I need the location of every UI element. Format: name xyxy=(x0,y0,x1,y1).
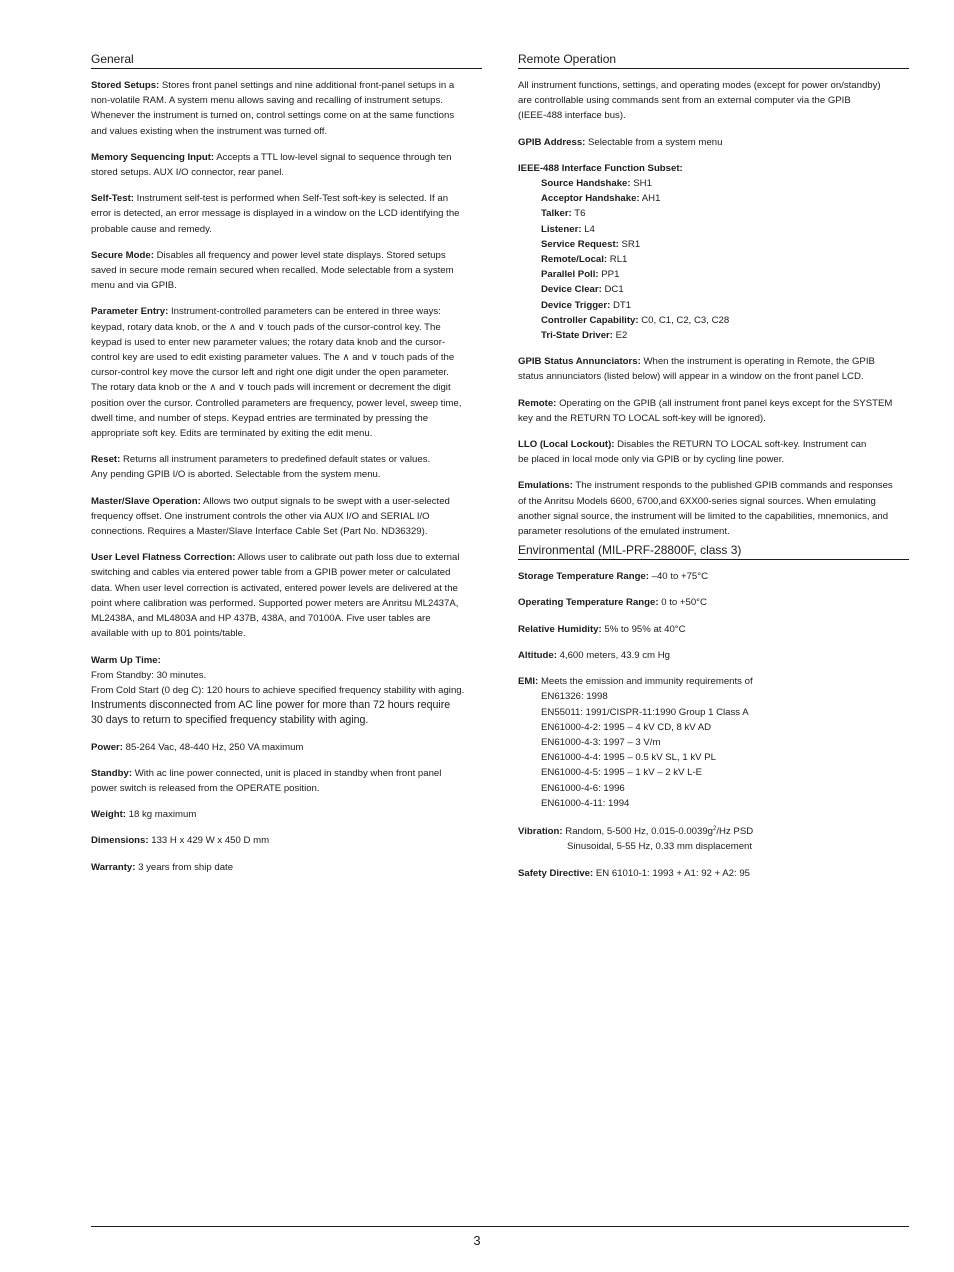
emi-item: EN61000-4-6: 1996 xyxy=(541,782,625,794)
ieee-item: Acceptor Handshake: AH1 xyxy=(541,193,661,205)
ieee-item: Source Handshake: SH1 xyxy=(541,178,652,190)
emi-item: EN55011: 1991/CISPR-11:1990 Group 1 Class A xyxy=(541,706,749,718)
operating-temperature: Operating Temperature Range: 0 to +50°C xyxy=(518,597,707,609)
general-heading: General xyxy=(91,52,482,69)
altitude: Altitude: 4,600 meters, 43.9 cm Hg xyxy=(518,649,670,661)
emi-item: EN61326: 1998 xyxy=(541,691,608,703)
relative-humidity: Relative Humidity: 5% to 95% at 40°C xyxy=(518,623,686,635)
memory-sequencing-input: Memory Sequencing Input: Accepts a TTL low-level signal to sequence through ten stored setups. AUX I/O connector, rear panel. xyxy=(91,151,452,179)
safety-directive: Safety Directive: EN 61010-1: 1993 + A1: 92 + A2: 95 xyxy=(518,867,751,879)
ieee-item: Remote/Local: RL1 xyxy=(541,254,628,266)
reset: Reset: Returns all instrument parameters to predefined default states or values. Any pending GPIB I/O is aborted. Selectable from the system menu. xyxy=(91,454,431,481)
warm-up-time: Warm Up Time: From Standby: 30 minutes. From Cold Start (0 deg C): 120 hours to achieve specified frequency stability with aging. Instruments disconnected from AC line power for more than 72 hours require 30 days to return to specified frequency stability with aging. xyxy=(91,654,465,727)
right-column xyxy=(518,52,909,892)
self-test: Self-Test: Instrument self-test is performed when Self-Test soft-key is selected. If an error is detected, an error message is displayed in a window on the LCD identifying the probable cause and remedy. xyxy=(91,193,460,235)
emi-item: EN61000-4-4: 1995 – 0.5 kV SL, 1 kV PL xyxy=(541,752,716,764)
page-number: 3 xyxy=(473,1233,481,1248)
ieee-item: Service Request: SR1 xyxy=(541,238,641,250)
standby: Standby: With ac line power connected, unit is placed in standby when front panel power switch is released from the OPERATE position. xyxy=(91,767,442,794)
ieee-item: Device Trigger: DT1 xyxy=(541,299,632,311)
user-level-flatness-correction: User Level Flatness Correction: Allows user to calibrate out path loss due to external switching and cables via entered power table from a GPIB power meter or calculated data. When user level correction is activated, entered power levels are delivered at the point where calibration was performed. Supported power meters are Anritsu ML2437A, ML2438A, and ML4803A and HP 437B, 438A, and 70100A. Five user tables are available with up to 801 points/table. xyxy=(91,552,460,640)
emi-item: EN61000-4-2: 1995 – 4 kV CD, 8 kV AD xyxy=(541,721,712,733)
ieee-item: Tri-State Driver: E2 xyxy=(541,330,628,342)
ieee-item: Talker: T6 xyxy=(541,208,586,220)
left-column xyxy=(91,52,482,886)
ieee-item: Controller Capability: C0, C1, C2, C3, C28 xyxy=(541,314,730,326)
power: Power: 85-264 Vac, 48-440 Hz, 250 VA maximum xyxy=(91,741,304,753)
emulations: Emulations: The instrument responds to the published GPIB commands and responses of the Anritsu Models 6600, 6700,and 6XX00-series signal sources. When emulating another signal source, the instrument will be limited to the capabilities, mnemonics, and parameter resolutions of the emulated instrument. xyxy=(518,480,893,538)
emi-item: EN61000-4-11: 1994 xyxy=(541,797,630,809)
ieee-item: Parallel Poll: PP1 xyxy=(541,269,620,281)
stored-setups: Stored Setups: Stores front panel settings and nine additional front-panel setups in a non-volatile RAM. A system menu allows saving and recalling of instrument setups. Whenever the instrument is turned on, control settings come on at the same functions and values existing when the instrument was turned off. xyxy=(91,80,455,137)
ieee-item: Listener: L4 xyxy=(541,223,595,235)
emi-item: EN61000-4-5: 1995 – 1 kV – 2 kV L-E xyxy=(541,767,703,779)
gpib-status-annunciators: GPIB Status Annunciators: When the instrument is operating in Remote, the GPIB status annunciators (listed below) will appear in a window on the front panel LCD. xyxy=(518,356,875,383)
footer-rule xyxy=(91,1226,909,1227)
secure-mode: Secure Mode: Disables all frequency and power level state displays. Stored setups saved in secure mode remain secured when recalled. Mode selectable from a system menu and via GPIB. xyxy=(91,249,454,292)
warranty: Warranty: 3 years from ship date xyxy=(91,861,234,873)
parameter-entry: Parameter Entry: Instrument-controlled parameters can be entered in three ways: keypad, rotary data knob, or the ∧ and ∨ touch pads of the cursor-control key. The keypad is used to enter new parameter values; the rotary data knob and the cursor- control key are used to edit existing parameter values. The ∧ and ∨ touch pads of the cursor-control key move the cursor left and right one digit under the open parameter. The rotary data knob or the ∧ and ∨ touch pads will increment or decrement the digit position over the cursor. Controlled parameters are frequency, power level, sweep time, dwell time, and number of steps. Keypad entries are terminated by pressing the appropriate soft key. Edits are terminated by exiting the edit menu. xyxy=(91,306,462,440)
remote-operation-heading: Remote Operation xyxy=(518,52,909,69)
vibration: Vibration: Random, 5-500 Hz, $0.015-0.0039g^2/Hz$ PSD Sinusoidal, 5-55 Hz, 0.33 mm displacement xyxy=(518,825,754,853)
ieee-item: Device Clear: DC1 xyxy=(541,284,624,296)
storage-temperature: Storage Temperature Range: –40 to +75°C xyxy=(518,571,709,583)
master-slave-operation: Master/Slave Operation: Allows two output signals to be swept with a user-selected frequency offset. One instrument controls the other via AUX I/O and SERIAL I/O connections. Requires a Master/Slave Interface Cable Set (Part No. ND36329). xyxy=(91,495,450,538)
ieee-488-subset: IEEE-488 Interface Function Subset: Source Handshake: SH1 Acceptor Handshake: AH1 Talker: T6 Listener: L4 Service Request: SR1 Remote/Local: RL1 Parallel Poll: PP1 Device Clear: DC1 Device Trigger: DT1 Controller Capability: C0, C1, C2, C3, C28 Tri-State Driver: E2 xyxy=(518,161,909,343)
gpib-address: GPIB Address: Selectable from a system menu xyxy=(518,136,723,148)
weight: Weight: 18 kg maximum xyxy=(91,809,197,821)
remote-intro: All instrument functions, settings, and operating modes (except for power on/standby) are controllable using commands sent from an external computer via the GPIB (IEEE-488 interface bus). xyxy=(518,80,881,122)
environmental-heading: Environmental (MIL-PRF-28800F, class 3) xyxy=(518,543,909,560)
emi-item: EN61000-4-3: 1997 – 3 V/m xyxy=(541,736,661,748)
remote: Remote: Operating on the GPIB (all instrument front panel keys except for the SYSTEM key and the RETURN TO LOCAL soft-key will be ignored). xyxy=(518,397,893,424)
emi: EMI: Meets the emission and immunity requirements of EN61326: 1998 EN55011: 1991/CISPR-11:1990 Group 1 Class A EN61000-4-2: 1995 – 4 kV CD, 8 kV AD EN61000-4-3: 1997 – 3 V/m EN61000-4-4: 1995 – 0.5 kV SL, 1 kV PL EN61000-4-5: 1995 – 1 kV – 2 kV L-E EN61000-4-6: 1996 EN61000-4-11: 1994 xyxy=(518,674,909,811)
local-lockout: LLO (Local Lockout): Disables the RETURN TO LOCAL soft-key. Instrument can be placed in local mode only via GPIB or by cycling line power. xyxy=(518,439,867,466)
dimensions: Dimensions: 133 H x 429 W x 450 D mm xyxy=(91,835,270,847)
